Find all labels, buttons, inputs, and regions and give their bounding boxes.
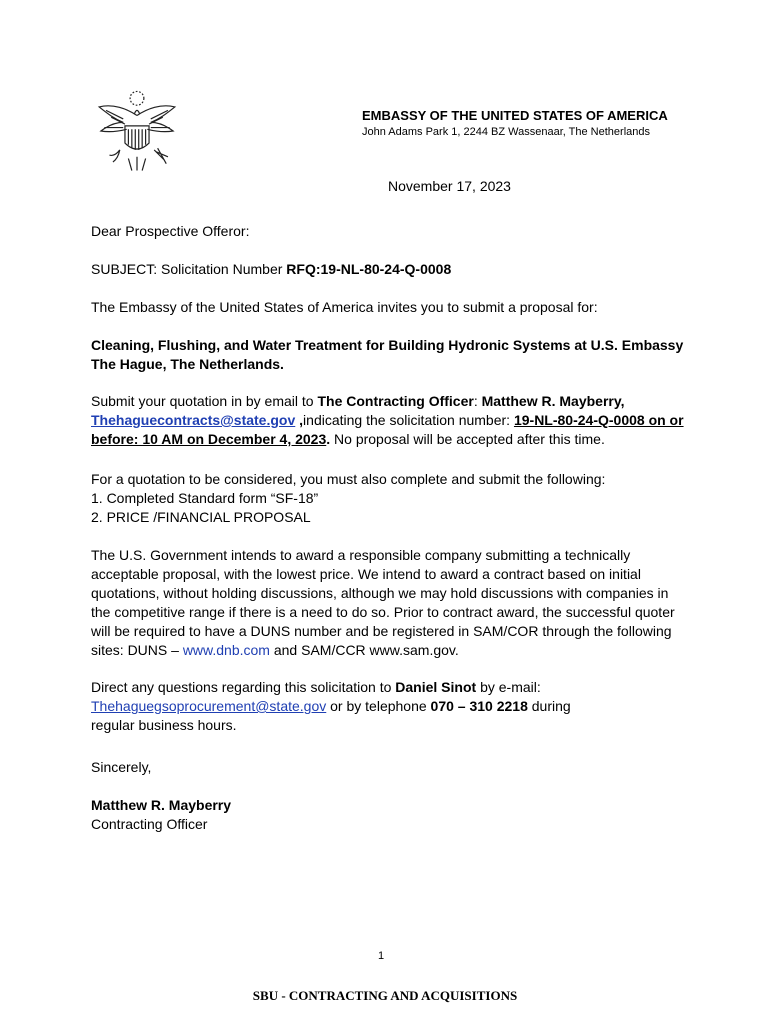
signature-name: Matthew R. Mayberry: [91, 797, 232, 813]
requirements-intro: For a quotation to be considered, you must also complete and submit the following:: [91, 471, 606, 487]
requirement-item: 1. Completed Standard form “SF-18”: [91, 490, 319, 506]
deadline-period: .: [326, 431, 331, 447]
page-number: 1: [378, 950, 385, 962]
requirement-item: 2. PRICE /FINANCIAL PROPOSAL: [91, 509, 311, 525]
dnb-link[interactable]: www.dnb.com: [182, 642, 270, 658]
signature-block: [91, 796, 691, 834]
embassy-address: John Adams Park 1, 2244 BZ Wassenaar, The Netherlands: [362, 126, 650, 138]
questions-line3: regular business hours.: [91, 717, 237, 733]
questions-text3: or by telephone: [326, 698, 431, 714]
award-line: quotations, without holding discussions, although we may hold discussions with companies in: [91, 585, 669, 601]
closing: Sincerely,: [91, 759, 152, 775]
signature-title: Contracting Officer: [91, 816, 208, 832]
submit-colon: :: [473, 393, 482, 409]
embassy-name: EMBASSY OF THE UNITED STATES OF AMERICA: [362, 108, 668, 123]
contracts-email-link[interactable]: Thehaguecontracts@state.gov: [91, 412, 296, 428]
award-last-suffix: and SAM/CCR www.sam.gov.: [269, 642, 459, 658]
phone-number: 070 – 310 2218: [430, 698, 528, 714]
questions-text1: Direct any questions regarding this solicitation to: [91, 679, 396, 695]
questions-paragraph: [91, 678, 691, 735]
subject-prefix: SUBJECT: Solicitation Number: [91, 261, 287, 277]
award-line: the competitive range if there is a need to do so. Prior to contract award, the successful quoter: [91, 604, 675, 620]
intro-text: The Embassy of the United States of America invites you to submit a proposal for:: [91, 299, 598, 315]
officer-name: Matthew R. Mayberry,: [481, 393, 625, 409]
solicitation-number: RFQ:19-NL-80-24-Q-0008: [286, 261, 452, 277]
award-line: acceptable proposal, with the lowest price. We intend to award a contract based on initial: [91, 566, 641, 582]
deadline-part-a: 19-NL-80-24-Q-0008 on or: [513, 412, 684, 428]
officer-label: The Contracting Officer: [317, 393, 474, 409]
subject-line: [91, 260, 691, 279]
submit-text2: ,: [295, 412, 304, 428]
contact-name: Daniel Sinot: [395, 679, 477, 695]
submit-paragraph: [91, 392, 691, 449]
project-title-line1: Cleaning, Flushing, and Water Treatment for Building Hydronic Systems at U.S. Embassy: [91, 337, 684, 353]
award-paragraph: [91, 546, 691, 660]
questions-text2: by e-mail:: [476, 679, 541, 695]
salutation: Dear Prospective Offeror:: [91, 223, 250, 239]
award-line: The U.S. Government intends to award a responsible company submitting a technically: [91, 547, 631, 563]
award-last-prefix: sites: DUNS –: [91, 642, 183, 658]
submit-text3: indicating the solicitation number:: [303, 412, 514, 428]
award-line: will be required to have a DUNS number and be registered in SAM/COR through the following: [91, 623, 672, 639]
questions-text4: during: [527, 698, 571, 714]
footer-classification: SBU - CONTRACTING AND ACQUISITIONS: [252, 988, 518, 1003]
submit-text1: Submit your quotation in by email to: [91, 393, 318, 409]
embassy-seal-icon: [94, 88, 180, 174]
requirements: [91, 470, 691, 527]
deadline-part-b: before: 10 AM on December 4, 2023: [91, 431, 327, 447]
letter-date: November 17, 2023: [388, 178, 511, 194]
project-title-line2: The Hague, The Netherlands.: [91, 356, 284, 372]
submit-text4: No proposal will be accepted after this time.: [330, 431, 605, 447]
project-title: [91, 336, 691, 374]
procurement-email-link[interactable]: Thehaguegsoprocurement@state.gov: [91, 698, 327, 714]
